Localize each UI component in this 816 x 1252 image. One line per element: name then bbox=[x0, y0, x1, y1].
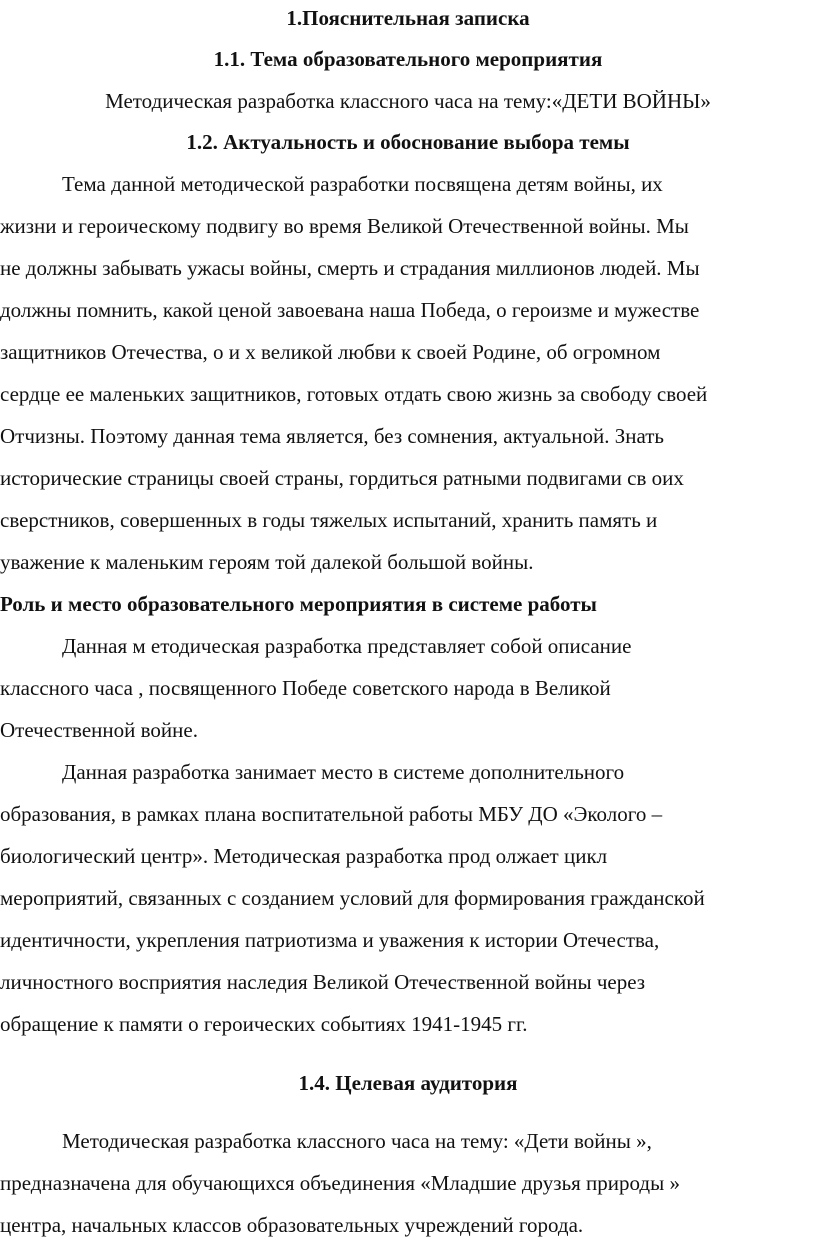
paragraph-system-line: биологический центр». Методическая разработка прод олжает цикл bbox=[0, 844, 608, 868]
paragraph-audience-line: Методическая разработка классного часа на тему: «Дети войны », bbox=[62, 1129, 652, 1153]
paragraph-description-line: Данная м етодическая разработка представляет собой описание bbox=[62, 634, 632, 658]
paragraph-system-line: личностного восприятия наследия Великой Отечественной войны через bbox=[0, 970, 646, 994]
heading-explanatory-note: 1.Пояснительная записка bbox=[286, 6, 530, 30]
paragraph-relevance-line: Отчизны. Поэтому данная тема является, без сомнения, актуальной. Знать bbox=[0, 424, 664, 448]
paragraph-relevance-line: исторические страницы своей страны, гордиться ратными подвигами св оих bbox=[0, 466, 684, 490]
paragraph-relevance-line: жизни и героическому подвигу во время Великой Отечественной войны. Мы bbox=[0, 214, 689, 238]
paragraph-system-line: Данная разработка занимает место в системе дополнительного bbox=[62, 760, 625, 784]
paragraph-relevance-line: сверстников, совершенных в годы тяжелых испытаний, хранить память и bbox=[0, 508, 658, 532]
topic-line: Методическая разработка классного часа на тему:«ДЕТИ ВОЙНЫ» bbox=[105, 89, 711, 113]
heading-target-audience: 1.4. Целевая аудитория bbox=[298, 1071, 518, 1095]
paragraph-relevance-line: должны помнить, какой ценой завоевана наша Победа, о героизме и мужестве bbox=[0, 298, 700, 322]
paragraph-system-line: мероприятий, связанных с созданием условий для формирования гражданской bbox=[0, 886, 705, 910]
paragraph-relevance-line: сердце ее маленьких защитников, готовых отдать свою жизнь за свободу своей bbox=[0, 382, 708, 406]
paragraph-relevance-line: Тема данной методической разработки посвящена детям войны, их bbox=[62, 172, 663, 196]
heading-event-topic: 1.1. Тема образовательного мероприятия bbox=[213, 47, 603, 71]
paragraph-relevance-line: не должны забывать ужасы войны, смерть и страдания миллионов людей. Мы bbox=[0, 256, 700, 280]
paragraph-relevance-line: уважение к маленьким героям той далекой большой войны. bbox=[0, 550, 534, 574]
paragraph-description-line: классного часа , посвященного Победе советского народа в Великой bbox=[0, 676, 611, 700]
paragraph-system-line: образования, в рамках плана воспитательной работы МБУ ДО «Эколого – bbox=[0, 802, 663, 826]
paragraph-system-line: идентичности, укрепления патриотизма и уважения к истории Отечества, bbox=[0, 928, 660, 952]
heading-role-and-place: Роль и место образовательного мероприятия в системе работы bbox=[0, 592, 597, 616]
paragraph-description-line: Отечественной войне. bbox=[0, 718, 198, 742]
paragraph-audience-line: предназначена для обучающихся объединения «Младшие друзья природы » bbox=[0, 1171, 680, 1195]
paragraph-relevance-line: защитников Отечества, о и х великой любви к своей Родине, об огромном bbox=[0, 340, 661, 364]
paragraph-system-line: обращение к памяти о героических событиях 1941-1945 гг. bbox=[0, 1012, 528, 1036]
heading-relevance: 1.2. Актуальность и обоснование выбора темы bbox=[186, 130, 630, 154]
paragraph-audience-line: центра, начальных классов образовательных учреждений города. bbox=[0, 1213, 584, 1237]
